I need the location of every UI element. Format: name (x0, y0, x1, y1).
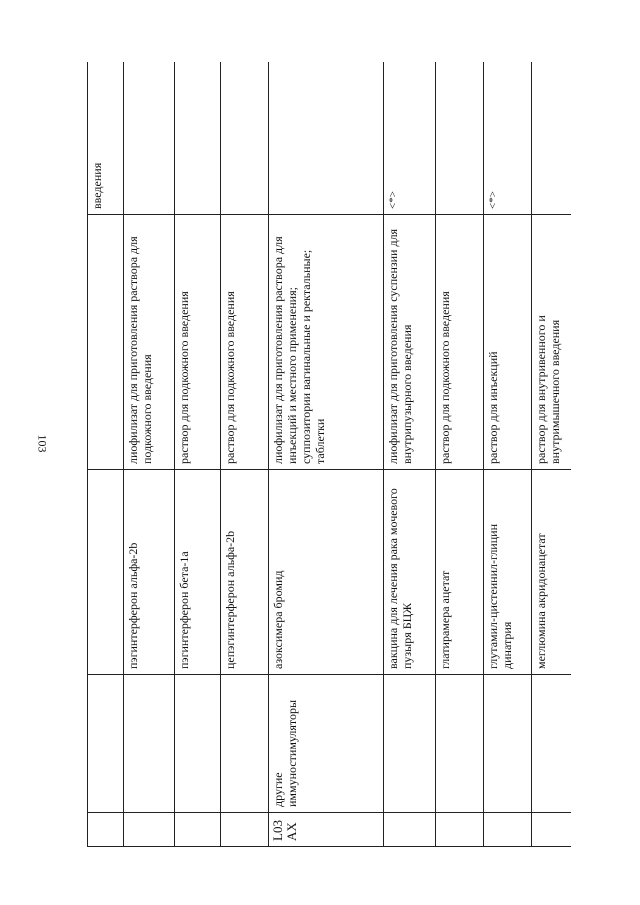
page-number: 103 (35, 434, 50, 453)
code-cell (221, 813, 269, 847)
inn-cell: меглюмина акридонацетат (532, 470, 572, 675)
note-cell (124, 62, 175, 215)
note-cell (221, 62, 269, 215)
table-row (175, 62, 221, 847)
group-name: другие иммуностимуляторы (269, 675, 384, 813)
note-cell (88, 62, 124, 215)
group-cell (88, 675, 124, 813)
inn-cell: глутамил-цистеинил-глицин динатрия (484, 470, 532, 675)
inn-cell: цепэгинтерферон альфа-2b (221, 470, 269, 675)
group-cell (532, 675, 572, 813)
inn-cell: глатирамера ацетат (436, 470, 484, 675)
inn-cell: вакцина для лечения рака мочевого пузыря БЦЖ (384, 470, 436, 675)
note-cell (436, 62, 484, 215)
atc-code: L03AX (269, 813, 384, 847)
code-cell (532, 813, 572, 847)
dosage-form-cell (88, 215, 124, 470)
table-row (88, 62, 124, 847)
table-row (436, 62, 484, 847)
group-cell (484, 675, 532, 813)
note-cell (269, 62, 384, 215)
table-frame (87, 62, 571, 847)
dosage-form-cell: раствор для подкожного введения (175, 215, 221, 470)
table-row (484, 62, 532, 847)
code-cell (484, 813, 532, 847)
inn-cell: азоксимера бромид (269, 470, 384, 675)
dosage-form-cell: раствор для инъекций (484, 215, 532, 470)
group-cell (384, 675, 436, 813)
inn-cell: пэгинтерферон бета-1а (175, 470, 221, 675)
dosage-form-cell: лиофилизат для приготовления раствора для подкожного введения (124, 215, 175, 470)
table-row (221, 62, 269, 847)
note-text: введения (90, 162, 104, 209)
group-cell (221, 675, 269, 813)
code-cell (88, 813, 124, 847)
group-cell (175, 675, 221, 813)
dosage-form-cell: раствор для подкожного введения (221, 215, 269, 470)
table-row (384, 62, 436, 847)
note-cell: <*> (484, 62, 532, 215)
dosage-form-cell: раствор для внутривенного и внутримышечного введения (532, 215, 572, 470)
note-cell (175, 62, 221, 215)
dosage-form-cell: лиофилизат для приготовления раствора для инъекций и местного применения; суппозитории вагинальные и ректальные; таблетки (269, 215, 384, 470)
dosage-form-cell: раствор для подкожного введения (436, 215, 484, 470)
code-cell (436, 813, 484, 847)
dosage-form-cell: лиофилизат для приготовления суспензии для внутрипузырного введения (384, 215, 436, 470)
code-cell (124, 813, 175, 847)
drug-table (87, 62, 571, 847)
rotated-table-container (87, 62, 571, 847)
table-row (532, 62, 572, 847)
inn-cell (88, 470, 124, 675)
group-cell (436, 675, 484, 813)
inn-cell: пэгинтерферон альфа-2b (124, 470, 175, 675)
note-cell (532, 62, 572, 215)
group-cell (124, 675, 175, 813)
note-cell: <*> (384, 62, 436, 215)
code-cell (175, 813, 221, 847)
table-row (269, 62, 384, 847)
table-row (124, 62, 175, 847)
code-cell (384, 813, 436, 847)
